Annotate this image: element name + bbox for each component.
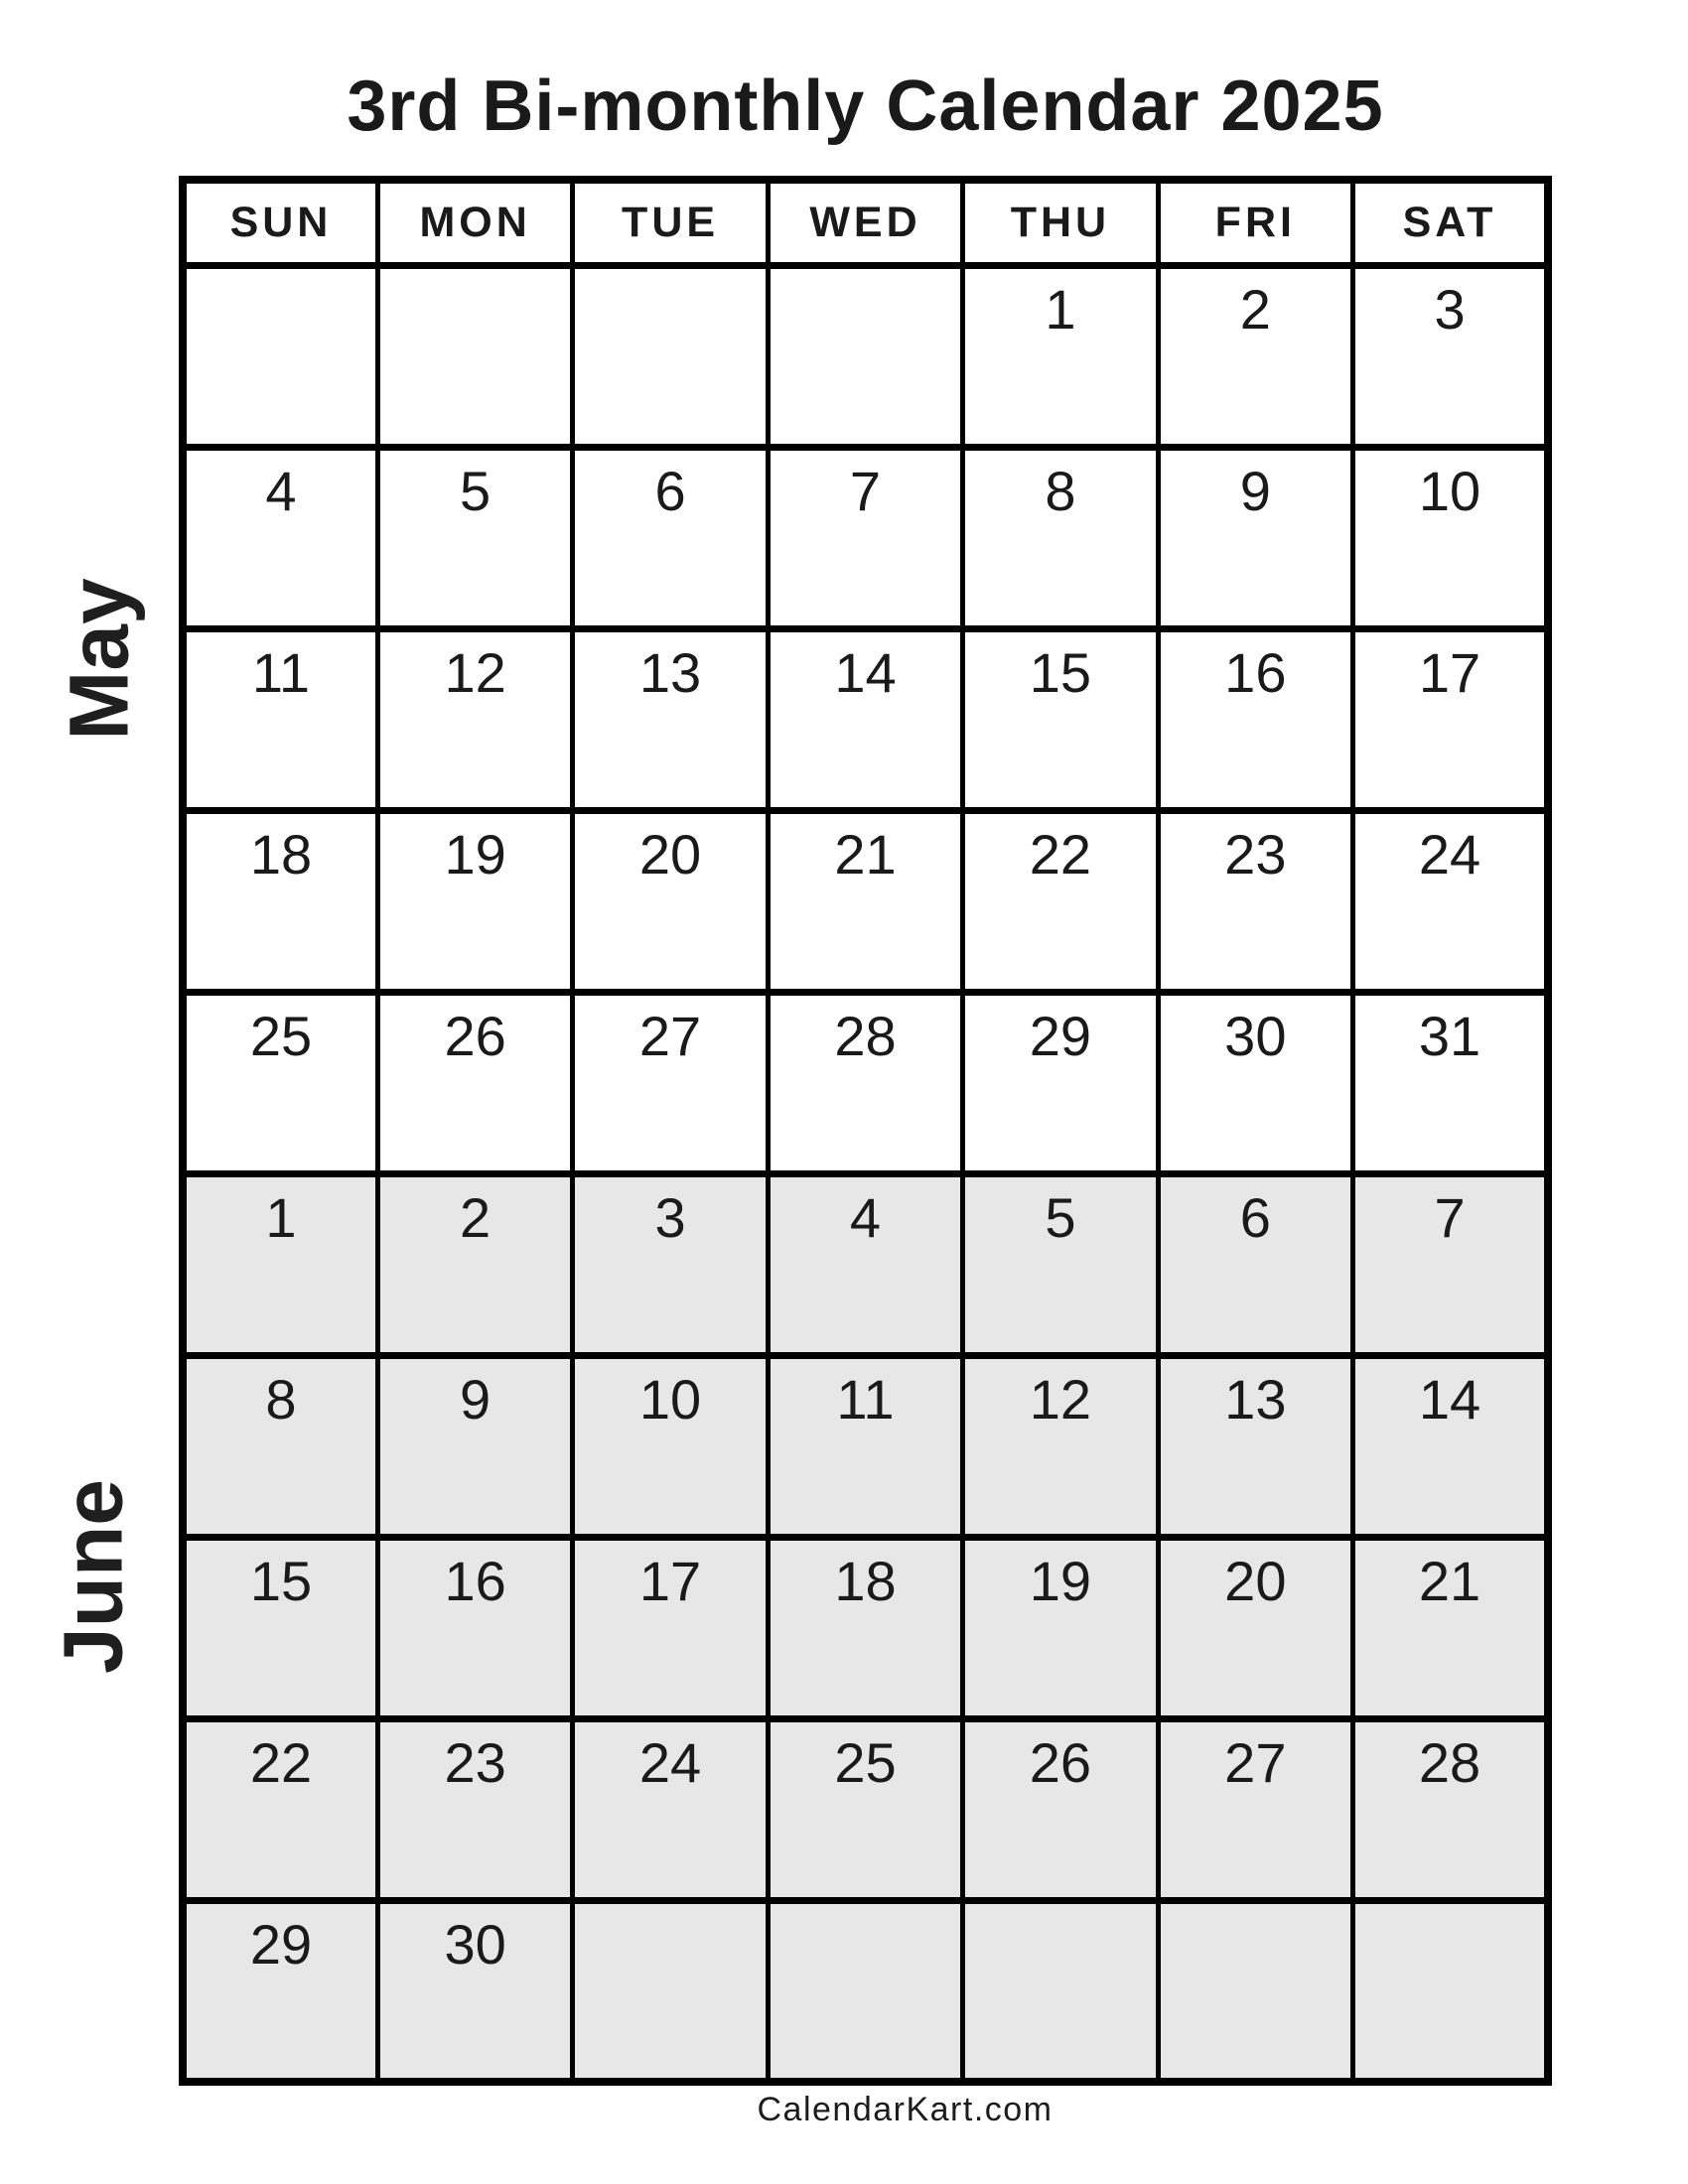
day-cell: 7 (1353, 1173, 1548, 1355)
day-cell: 2 (377, 1173, 572, 1355)
day-cell (183, 265, 377, 447)
day-cell: 31 (1353, 992, 1548, 1173)
day-cell: 4 (183, 447, 377, 628)
day-cell: 6 (1158, 1173, 1352, 1355)
calendar-body (183, 265, 1548, 2082)
day-cell: 14 (1353, 1355, 1548, 1537)
weekday-header-sun: SUN (183, 180, 377, 265)
day-cell: 8 (963, 447, 1158, 628)
day-cell: 8 (183, 1355, 377, 1537)
day-cell: 27 (573, 992, 768, 1173)
day-cell: 23 (1158, 810, 1352, 992)
day-cell: 9 (377, 1355, 572, 1537)
day-cell: 1 (963, 265, 1158, 447)
may-week-row (183, 447, 1548, 628)
day-cell (1158, 1900, 1352, 2082)
day-cell: 24 (1353, 810, 1548, 992)
day-cell: 9 (1158, 447, 1352, 628)
month-label-june: June (46, 1478, 140, 1675)
day-cell: 27 (1158, 1718, 1352, 1900)
day-cell: 12 (963, 1355, 1158, 1537)
day-cell: 15 (963, 628, 1158, 810)
month-label-may: May (52, 578, 146, 741)
may-week-row (183, 810, 1548, 992)
day-cell: 24 (573, 1718, 768, 1900)
day-cell: 22 (963, 810, 1158, 992)
day-cell: 16 (1158, 628, 1352, 810)
day-cell (573, 265, 768, 447)
day-cell: 11 (768, 1355, 962, 1537)
page-title: 3rd Bi-monthly Calendar 2025 (347, 67, 1384, 146)
day-cell: 10 (1353, 447, 1548, 628)
june-week-row (183, 1355, 1548, 1537)
day-cell: 28 (768, 992, 962, 1173)
weekday-header-mon: MON (377, 180, 572, 265)
day-cell: 2 (1158, 265, 1352, 447)
day-cell: 26 (377, 992, 572, 1173)
day-cell: 11 (183, 628, 377, 810)
day-cell: 25 (768, 1718, 962, 1900)
june-week-row (183, 1537, 1548, 1718)
day-cell: 13 (573, 628, 768, 810)
day-cell: 20 (1158, 1537, 1352, 1718)
day-cell: 17 (573, 1537, 768, 1718)
day-cell: 5 (963, 1173, 1158, 1355)
may-week-row (183, 628, 1548, 810)
day-cell (377, 265, 572, 447)
day-cell: 10 (573, 1355, 768, 1537)
day-cell (768, 1900, 962, 2082)
day-cell (963, 1900, 1158, 2082)
day-cell (1353, 1900, 1548, 2082)
june-week-row (183, 1173, 1548, 1355)
day-cell: 3 (1353, 265, 1548, 447)
day-cell: 26 (963, 1718, 1158, 1900)
day-cell: 5 (377, 447, 572, 628)
day-cell: 12 (377, 628, 572, 810)
day-cell: 21 (1353, 1537, 1548, 1718)
day-cell: 15 (183, 1537, 377, 1718)
day-cell: 14 (768, 628, 962, 810)
day-cell: 29 (183, 1900, 377, 2082)
day-cell: 25 (183, 992, 377, 1173)
june-week-row (183, 1718, 1548, 1900)
weekday-header-wed: WED (768, 180, 962, 265)
weekday-header-fri: FRI (1158, 180, 1352, 265)
day-cell: 3 (573, 1173, 768, 1355)
day-cell: 22 (183, 1718, 377, 1900)
day-cell: 30 (377, 1900, 572, 2082)
may-week-row (183, 992, 1548, 1173)
day-cell: 6 (573, 447, 768, 628)
day-cell: 28 (1353, 1718, 1548, 1900)
weekday-header-sat: SAT (1353, 180, 1548, 265)
day-cell: 16 (377, 1537, 572, 1718)
june-week-row (183, 1900, 1548, 2082)
day-cell: 18 (183, 810, 377, 992)
day-cell: 4 (768, 1173, 962, 1355)
day-cell: 7 (768, 447, 962, 628)
day-cell: 23 (377, 1718, 572, 1900)
day-cell: 17 (1353, 628, 1548, 810)
weekday-header-tue: TUE (573, 180, 768, 265)
may-week-row (183, 265, 1548, 447)
calendar-table (179, 176, 1552, 2086)
day-cell: 19 (377, 810, 572, 992)
day-cell: 18 (768, 1537, 962, 1718)
day-cell: 21 (768, 810, 962, 992)
day-cell (573, 1900, 768, 2082)
footer-site-text: CalendarKart.com (757, 2091, 1054, 2128)
day-cell: 30 (1158, 992, 1352, 1173)
calendar-weekday-row (183, 180, 1548, 265)
day-cell: 19 (963, 1537, 1158, 1718)
day-cell: 13 (1158, 1355, 1352, 1537)
day-cell (768, 265, 962, 447)
day-cell: 1 (183, 1173, 377, 1355)
weekday-header-thu: THU (963, 180, 1158, 265)
day-cell: 29 (963, 992, 1158, 1173)
day-cell: 20 (573, 810, 768, 992)
